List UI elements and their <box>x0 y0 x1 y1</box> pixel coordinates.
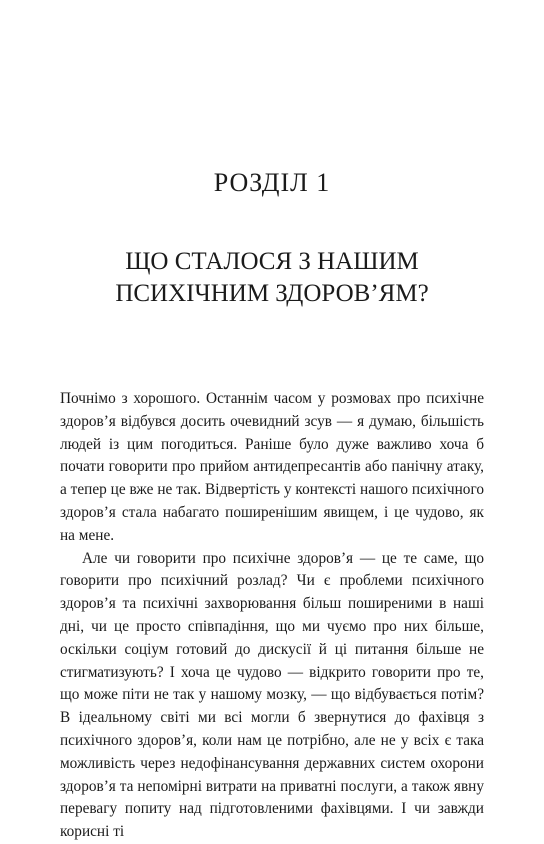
chapter-title <box>40 246 504 310</box>
chapter-title-line-1: ЩО СТАЛОСЯ З НАШИМ <box>125 248 419 275</box>
body-text <box>60 388 484 844</box>
paragraph-1: Почнімо з хорошого. Останнім часом у розмовах про психічне здоров’я відбувся досить очевидний зсув — я думаю, більшість людей із цим погодиться. Раніше було дуже важливо хоча б почати говорити про прийом антидепресантів або панічну атаку, а тепер це вже не так. Відвертість у контексті нашого психічного здоров’я стала набагато поширенішим явищем, і це чудово, як на мене. <box>60 390 484 544</box>
paragraph-2: Але чи говорити про психічне здоров’я — це те саме, що говорити про психічний розлад? Чи є проблеми психічного здоров’я та психічні захворювання більш поширеними в наші дні, чи це просто співпадіння, що ми чуємо про них більше, оскільки соціум готовий до дискусії й ці питання більше не стигматизують? І хоча це чудово — відкрито говорити про те, що може піти не так у нашому мозку, — що відбувається потім? В ідеальному світі ми всі могли б звернутися до фахівця з психічного здоров’я, коли нам це потрібно, але не у всіх є така можливість через недофінансування державних систем охорони здоров’я та непомірні витрати на приватні послуги, а також явну перевагу попиту над підготовленими фахівцями. І чи завжди корисні ті <box>60 549 484 841</box>
chapter-label: РОЗДІЛ 1 <box>213 168 331 197</box>
chapter-title-line-2: ПСИХІЧНИМ ЗДОРОВ’ЯМ? <box>115 280 429 307</box>
